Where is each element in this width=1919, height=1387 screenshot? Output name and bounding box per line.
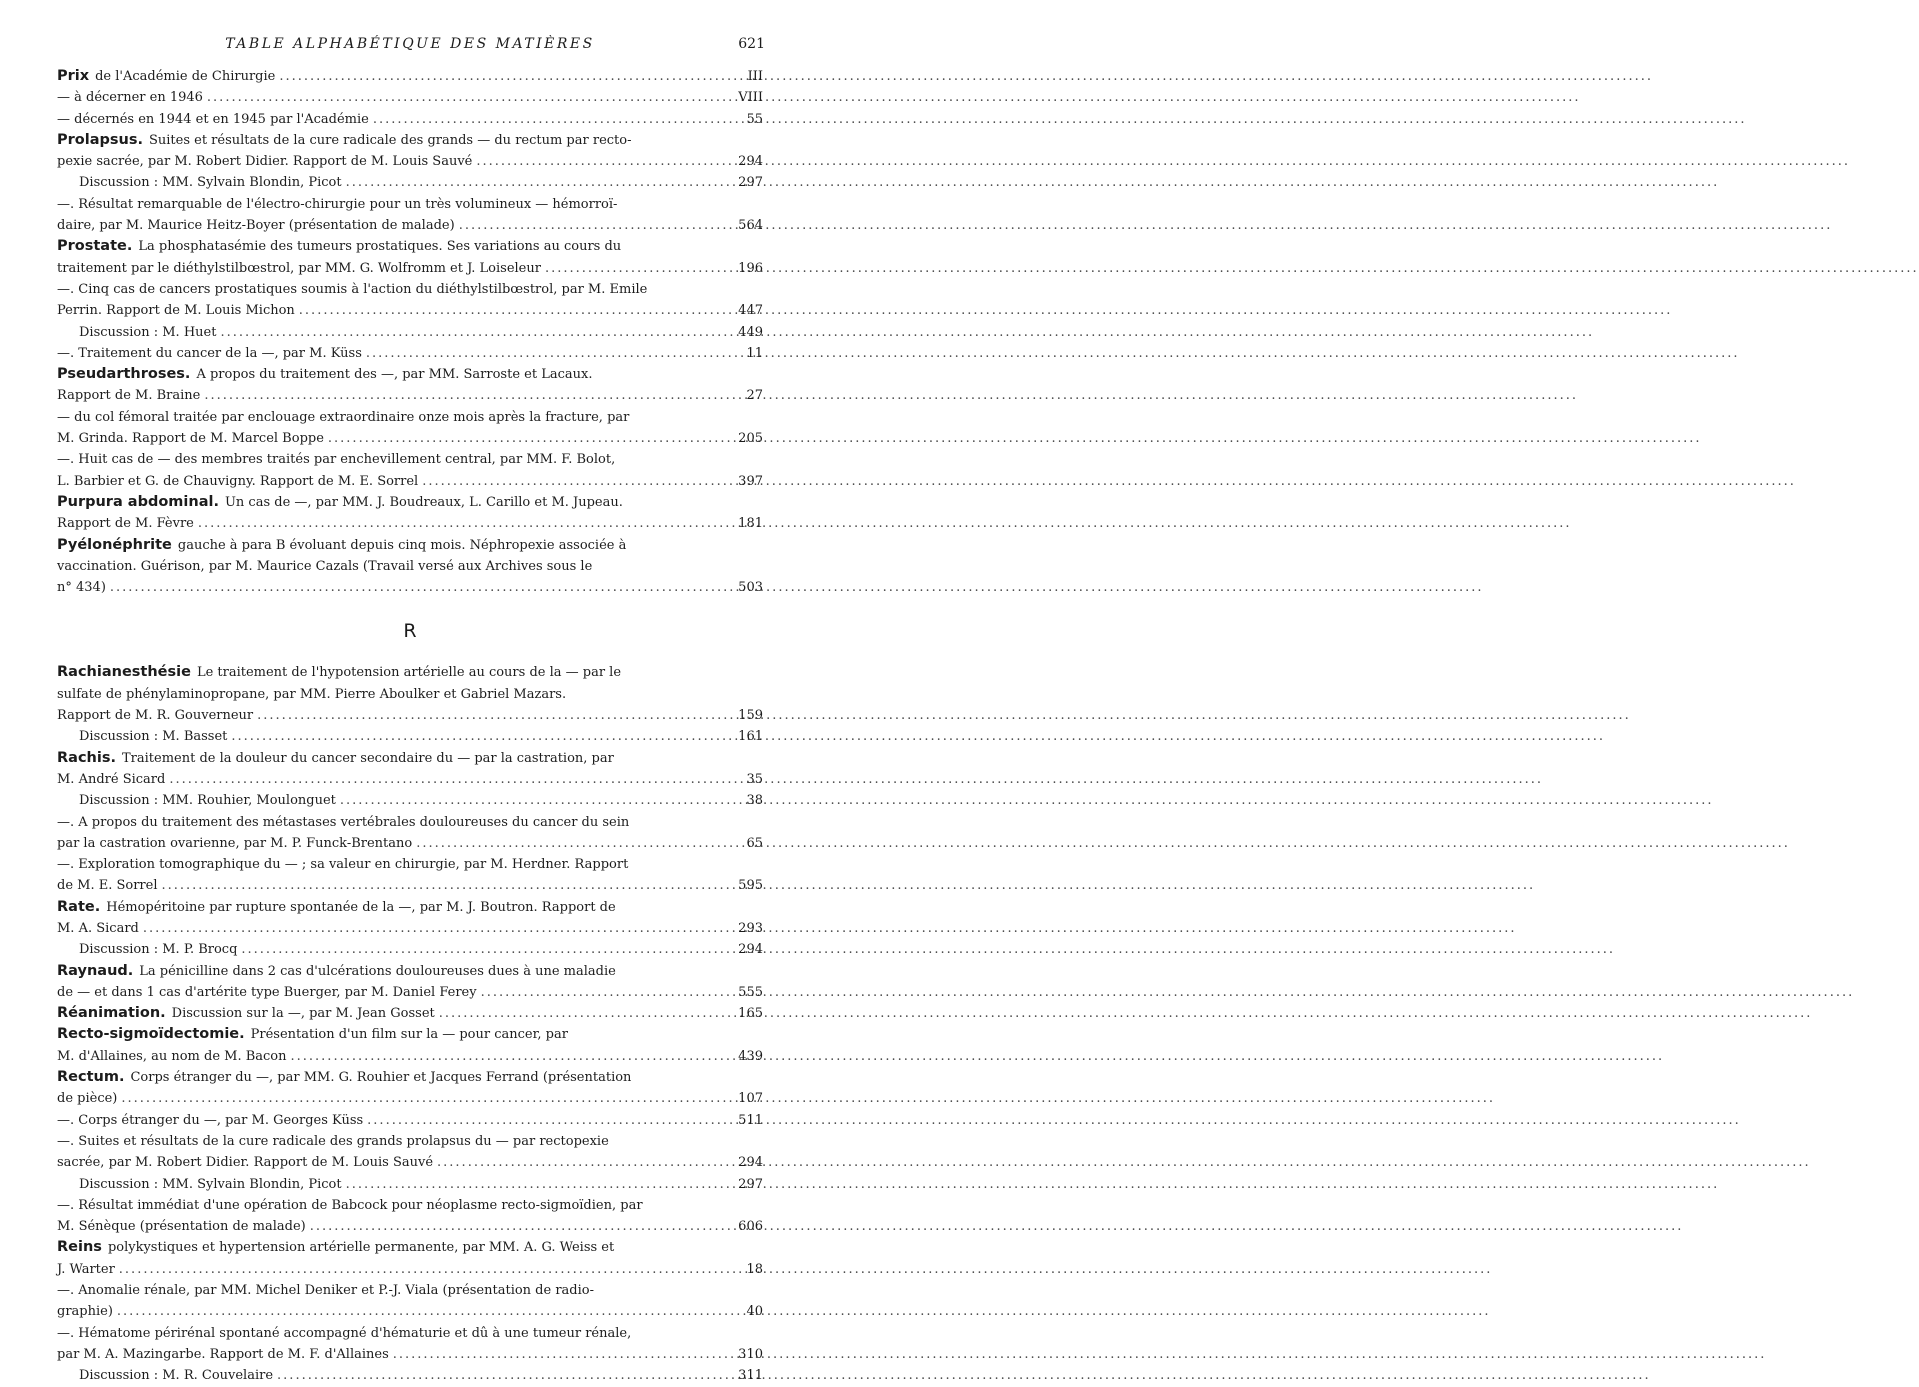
entry-text-wrap [57, 109, 369, 130]
page-reference: 35 [746, 771, 763, 787]
dot-leader [198, 513, 734, 534]
entry-text: graphie) [57, 1304, 113, 1320]
entry-text: Perrin. Rapport de M. Louis Michon [57, 303, 295, 319]
entry-text: Discussion : MM. Rouhier, Moulonguet [79, 793, 336, 809]
page-number: 621 [738, 36, 765, 52]
entry-text: Discussion : M. Basset [79, 729, 228, 745]
dot-leader [119, 1259, 739, 1280]
entry-text: Corps étranger du —, par MM. G. Rouhier et Jacques Ferrand (présentation [130, 1070, 632, 1086]
entry-text: traitement par le diéthylstilbœstrol, par MM. G. Wolfromm et J. Loiseleur [57, 260, 541, 276]
entry-text: M. d'Allaines, au nom de M. Bacon [57, 1048, 287, 1064]
entry-text-wrap [57, 258, 541, 279]
entry-text: M. Grinda. Rapport de M. Marcel Boppe [57, 431, 324, 447]
index-entry [57, 1024, 763, 1067]
dot-leader [257, 705, 734, 726]
entry-heading: Raynaud. [57, 962, 134, 979]
entry-heading: Prolapsus. [57, 131, 143, 148]
entry-text: L. Barbier et G. de Chauvigny. Rapport de M. E. Sorrel [57, 473, 419, 489]
entry-text-wrap [57, 1088, 117, 1109]
entry-text-wrap [57, 556, 592, 577]
entry-text-wrap [79, 939, 237, 960]
index-line-with-page [57, 258, 763, 279]
page-reference: 293 [738, 920, 763, 936]
entry-text-wrap [79, 172, 342, 193]
dot-leader [439, 1003, 734, 1024]
entry-heading: Rectum. [57, 1069, 125, 1086]
entry-heading: Prostate. [57, 238, 133, 255]
entry-text-wrap [57, 918, 139, 939]
entry-text: —. A propos du traitement des métastases vertébrales douloureuses du cancer du sein [57, 814, 630, 830]
page-reference: 606 [738, 1219, 763, 1235]
index-line [57, 279, 763, 300]
entry-text: vaccination. Guérison, par M. Maurice Cazals (Travail versé aux Archives sous le [57, 558, 593, 574]
page-reference: 165 [738, 1006, 763, 1022]
index-line [57, 961, 763, 982]
index-line-with-page [57, 66, 763, 87]
page-reference: 11 [746, 345, 763, 361]
entry-text: Discussion sur la —, par M. Jean Gosset [171, 1006, 435, 1022]
page-reference: 439 [738, 1048, 763, 1064]
entry-text-wrap [57, 364, 592, 385]
running-header [57, 36, 763, 60]
entry-text: —. Résultat remarquable de l'électro-chirurgie pour un très volumineux — hémorroï- [57, 196, 618, 212]
index-line [57, 535, 763, 556]
entry-text: Discussion : MM. Sylvain Blondin, Picot [79, 1176, 342, 1192]
dot-leader [310, 1216, 734, 1237]
page-reference: 294 [738, 154, 763, 170]
entry-text-wrap [57, 1024, 568, 1045]
index-line-with-page [57, 1152, 763, 1173]
entry-text-wrap [57, 449, 615, 470]
index-line-with-page [57, 790, 763, 811]
dot-leader [110, 577, 734, 598]
entry-text: Rapport de M. R. Gouverneur [57, 708, 254, 724]
page-reference: 564 [738, 218, 763, 234]
entry-text-wrap [57, 492, 623, 513]
dot-leader [346, 172, 735, 193]
dot-leader [207, 87, 734, 108]
entry-text-wrap [79, 1365, 273, 1386]
index-line-with-page [57, 726, 763, 747]
index-line-with-page [57, 1259, 763, 1280]
index-section-p [57, 66, 763, 598]
entry-text: de pièce) [57, 1091, 118, 1107]
page-reference: 181 [738, 516, 763, 532]
page-reference: VIII [738, 90, 763, 106]
index-entry [57, 130, 763, 236]
entry-text-wrap [57, 875, 158, 896]
entry-text-wrap [57, 279, 647, 300]
entry-text: M. Sénèque (présentation de malade) [57, 1219, 306, 1235]
entry-text-wrap [57, 300, 295, 321]
entry-text-wrap [57, 215, 455, 236]
entry-text: —. Cinq cas de cancers prostatiques soumis à l'action du diéthylstilbœstrol, par M. Emile [57, 281, 648, 297]
dot-leader [299, 300, 734, 321]
index-line-with-page [57, 109, 763, 130]
entry-text: — du col fémoral traitée par enclouage extraordinaire onze mois après la fracture, par [57, 409, 630, 425]
entry-text-wrap [79, 1174, 342, 1195]
entry-text: de l'Académie de Chirurgie [95, 69, 276, 84]
index-entry [57, 961, 763, 1004]
entry-text: sulfate de phénylaminopropane, par MM. Pierre Aboulker et Gabriel Mazars. [57, 686, 567, 702]
page-reference: 18 [746, 1261, 763, 1277]
entry-text: —. Hématome périrénal spontané accompagné d'hématurie et dû à une tumeur rénale, [57, 1325, 632, 1341]
dot-leader [476, 151, 734, 172]
entry-heading: Purpura abdominal. [57, 493, 219, 510]
page-reference: 40 [746, 1304, 763, 1320]
dot-leader [121, 1088, 734, 1109]
entry-text: —. Corps étranger du —, par M. Georges Küss [57, 1112, 364, 1128]
entry-text-wrap [57, 662, 621, 683]
entry-text-wrap [79, 322, 216, 343]
entry-text-wrap [57, 343, 362, 364]
dot-leader [328, 428, 734, 449]
entry-text-wrap [57, 1344, 389, 1365]
page-reference: 297 [738, 1176, 763, 1192]
index-line [57, 449, 763, 470]
entry-text: gauche à para B évoluant depuis cinq mois. Néphropexie associée à [177, 537, 627, 553]
dot-leader [373, 109, 739, 130]
entry-text: n° 434) [57, 580, 106, 596]
page-reference: 310 [738, 1346, 763, 1362]
dot-leader [437, 1152, 734, 1173]
index-entry [57, 492, 763, 535]
page-reference: 159 [738, 708, 763, 724]
entry-heading: Réanimation. [57, 1005, 166, 1022]
dot-leader [416, 833, 739, 854]
entry-text-wrap [57, 87, 203, 108]
index-line-with-page [57, 513, 763, 534]
entry-text-wrap [57, 705, 253, 726]
entry-text-wrap [57, 1152, 433, 1173]
index-line-with-page [57, 1003, 763, 1024]
index-line [57, 556, 763, 577]
entry-text: —. Anomalie rénale, par MM. Michel Deniker et P.-J. Viala (présentation de radio- [57, 1283, 594, 1299]
entry-text: —. Suites et résultats de la cure radicale des grands prolapsus du — par rectopexie [57, 1133, 609, 1149]
dot-leader [366, 343, 739, 364]
page-reference: 449 [738, 324, 763, 340]
entry-text: —. Huit cas de — des membres traités par enchevillement central, par MM. F. Bolot, [57, 452, 616, 468]
index-entry [57, 236, 763, 364]
index-line [57, 1237, 763, 1258]
entry-text: de M. E. Sorrel [57, 878, 158, 894]
entry-text-wrap [79, 790, 336, 811]
entry-text-wrap [57, 428, 324, 449]
entry-text: Le traitement de l'hypotension artérielle au cours de la — par le [196, 665, 622, 681]
index-line-with-page [57, 1088, 763, 1109]
dot-leader [291, 1046, 735, 1067]
entry-text-wrap [57, 407, 629, 428]
entry-text: pexie sacrée, par M. Robert Didier. Rapport de M. Louis Sauvé [57, 154, 473, 170]
entry-text-wrap [57, 1046, 287, 1067]
entry-text: J. Warter [57, 1261, 115, 1277]
page-reference: III [747, 69, 763, 84]
index-line-with-page [57, 705, 763, 726]
page-reference: 297 [738, 175, 763, 191]
page-reference: 555 [738, 984, 763, 1000]
index-line [57, 130, 763, 151]
page-reference: 65 [746, 835, 763, 851]
index-line-with-page [57, 1110, 763, 1131]
index-entry [57, 66, 763, 130]
dot-leader [162, 875, 735, 896]
entry-text-wrap [57, 769, 165, 790]
index-line-with-page [57, 577, 763, 598]
entry-text-wrap [57, 471, 418, 492]
entry-text-wrap [57, 577, 106, 598]
entry-text: daire, par M. Maurice Heitz-Boyer (présentation de malade) [57, 218, 455, 234]
entry-text: M. A. Sicard [57, 920, 139, 936]
running-title: TABLE ALPHABÉTIQUE DES MATIÈRES [225, 36, 595, 52]
entry-text: Traitement de la douleur du cancer secondaire du — par la castration, par [121, 750, 614, 766]
index-line-with-page [57, 172, 763, 193]
index-line [57, 194, 763, 215]
index-line [57, 684, 763, 705]
dot-leader [143, 918, 734, 939]
dot-leader [117, 1301, 739, 1322]
dot-leader [367, 1110, 734, 1131]
index-entry [57, 1067, 763, 1237]
page-reference: 55 [746, 111, 763, 127]
entry-text-wrap [79, 726, 227, 747]
entry-text: —. Résultat immédiat d'une opération de Babcock pour néoplasme recto-sigmoïdien, par [57, 1197, 643, 1213]
entry-text: Rapport de M. Braine [57, 388, 201, 404]
entry-text-wrap [57, 684, 566, 705]
entry-text: Suites et résultats de la cure radicale des grands — du rectum par recto- [148, 132, 632, 148]
page-reference: 397 [738, 473, 763, 489]
index-line [57, 1131, 763, 1152]
entry-text-wrap [57, 66, 275, 87]
entry-text-wrap [57, 1195, 643, 1216]
index-line-with-page [57, 939, 763, 960]
entry-text-wrap [57, 236, 621, 257]
index-line [57, 364, 763, 385]
entry-heading: Rachis. [57, 749, 116, 766]
entry-text-wrap [57, 854, 628, 875]
page-reference: 447 [738, 303, 763, 319]
dot-leader [220, 322, 734, 343]
index-line-with-page [57, 1344, 763, 1365]
entry-text: polykystiques et hypertension artérielle permanente, par MM. A. G. Weiss et [107, 1240, 615, 1256]
dot-leader [340, 790, 739, 811]
entry-text-wrap [57, 982, 477, 1003]
entry-text-wrap [57, 897, 616, 918]
index-line [57, 1280, 763, 1301]
index-line-with-page [57, 471, 763, 492]
index-line-with-page [57, 1301, 763, 1322]
page-reference: 205 [738, 431, 763, 447]
dot-leader [346, 1174, 735, 1195]
page-reference: 511 [738, 1112, 763, 1128]
entry-text: — à décerner en 1946 [57, 90, 203, 106]
entry-text: de — et dans 1 cas d'artérite type Buerger, par M. Daniel Ferey [57, 984, 477, 1000]
entry-text: M. André Sicard [57, 771, 166, 787]
entry-text-wrap [57, 748, 614, 769]
index-entry [57, 364, 763, 492]
index-entry [57, 1003, 763, 1024]
entry-text-wrap [57, 1067, 631, 1088]
entry-text: — décernés en 1944 et en 1945 par l'Académie [57, 111, 369, 127]
entry-text-wrap [57, 833, 412, 854]
page-reference: 503 [738, 580, 763, 596]
entry-heading: Rachianesthésie [57, 664, 191, 681]
page-reference: 27 [746, 388, 763, 404]
page-reference: 595 [738, 878, 763, 894]
index-line-with-page [57, 322, 763, 343]
dot-leader [231, 726, 734, 747]
entry-text-wrap [57, 1259, 115, 1280]
entry-text: Un cas de —, par MM. J. Boudreaux, L. Carillo et M. Jupeau. [224, 494, 623, 510]
page-reference: 107 [738, 1091, 763, 1107]
entry-text: La pénicilline dans 2 cas d'ulcérations douloureuses dues à une maladie [139, 963, 616, 979]
entry-text: Présentation d'un film sur la — pour cancer, par [250, 1027, 568, 1043]
entry-text: sacrée, par M. Robert Didier. Rapport de M. Louis Sauvé [57, 1155, 434, 1171]
index-line [57, 492, 763, 513]
entry-text-wrap [57, 1280, 594, 1301]
dot-leader [241, 939, 734, 960]
page-reference: 196 [738, 260, 763, 276]
dot-leader [459, 215, 734, 236]
entry-text-wrap [57, 961, 616, 982]
entry-text-wrap [57, 130, 632, 151]
index-page [57, 36, 763, 1387]
index-entry [57, 662, 763, 747]
entry-text: Discussion : M. Huet [79, 324, 217, 340]
entry-text-wrap [57, 1301, 113, 1322]
index-section-r [57, 662, 763, 1386]
index-line-with-page [57, 1365, 763, 1386]
entry-heading: Reins [57, 1239, 102, 1256]
entry-text: Discussion : M. R. Couvelaire [79, 1368, 274, 1384]
entry-text-wrap [57, 1216, 306, 1237]
dot-leader [545, 258, 734, 279]
entry-heading: Recto-sigmoïdectomie. [57, 1026, 245, 1043]
dot-leader [481, 982, 735, 1003]
index-line [57, 1323, 763, 1344]
index-line-with-page [57, 215, 763, 236]
dot-leader [169, 769, 739, 790]
index-line-with-page [57, 769, 763, 790]
index-line-with-page [57, 918, 763, 939]
entry-text-wrap [57, 1323, 631, 1344]
entry-heading: Pyélonéphrite [57, 536, 172, 553]
page-reference: 161 [738, 729, 763, 745]
entry-text: —. Exploration tomographique du — ; sa valeur en chirurgie, par M. Herdner. Rapport [57, 857, 629, 873]
index-line [57, 1024, 763, 1045]
index-line [57, 407, 763, 428]
index-entry [57, 535, 763, 599]
index-line [57, 748, 763, 769]
index-line-with-page [57, 875, 763, 896]
entry-heading: Pseudarthroses. [57, 366, 191, 383]
dot-leader [279, 66, 739, 87]
dot-leader [204, 385, 739, 406]
entry-text-wrap [57, 1003, 435, 1024]
entry-text-wrap [57, 1131, 609, 1152]
entry-text: —. Traitement du cancer de la —, par M. Küss [57, 345, 362, 361]
index-line [57, 854, 763, 875]
index-entry [57, 897, 763, 961]
entry-heading: Prix [57, 68, 90, 84]
index-line [57, 1067, 763, 1088]
entry-text: Rapport de M. Fèvre [57, 516, 194, 532]
index-line-with-page [57, 385, 763, 406]
entry-text: par la castration ovarienne, par M. P. Funck-Brentano [57, 835, 413, 851]
entry-text-wrap [57, 151, 472, 172]
entry-text: par M. A. Mazingarbe. Rapport de M. F. d'Allaines [57, 1346, 389, 1362]
index-line-with-page [57, 982, 763, 1003]
entry-heading: Rate. [57, 898, 101, 915]
dot-leader [422, 471, 734, 492]
index-line [57, 662, 763, 683]
index-line-with-page [57, 343, 763, 364]
index-line-with-page [57, 300, 763, 321]
section-letter: R [403, 620, 417, 643]
dot-leader [277, 1365, 734, 1386]
index-line-with-page [57, 151, 763, 172]
entry-text-wrap [57, 194, 617, 215]
page-reference: 311 [738, 1368, 763, 1384]
entry-text-wrap [57, 1237, 614, 1258]
index-line-with-page [57, 87, 763, 108]
entry-text-wrap [57, 812, 629, 833]
index-entry [57, 1237, 763, 1386]
dot-leader [393, 1344, 734, 1365]
index-entry [57, 748, 763, 897]
page-reference: 38 [746, 793, 763, 809]
entry-text-wrap [57, 513, 194, 534]
index-line [57, 1195, 763, 1216]
entry-text: La phosphatasémie des tumeurs prostatiques. Ses variations au cours du [138, 239, 622, 255]
index-line-with-page [57, 1216, 763, 1237]
entry-text: Discussion : MM. Sylvain Blondin, Picot [79, 175, 342, 191]
entry-text-wrap [57, 1110, 363, 1131]
index-line-with-page [57, 1174, 763, 1195]
index-line-with-page [57, 428, 763, 449]
page-reference: 294 [738, 1155, 763, 1171]
page-reference: 294 [738, 942, 763, 958]
index-line [57, 812, 763, 833]
entry-text: A propos du traitement des —, par MM. Sarroste et Lacaux. [196, 367, 593, 383]
entry-text: Discussion : M. P. Brocq [79, 942, 238, 958]
index-line [57, 897, 763, 918]
index-line-with-page [57, 833, 763, 854]
entry-text-wrap [57, 535, 626, 556]
entry-text-wrap [57, 385, 200, 406]
index-line-with-page [57, 1046, 763, 1067]
entry-text: Hémopéritoine par rupture spontanée de la —, par M. J. Boutron. Rapport de [106, 899, 616, 915]
index-line [57, 236, 763, 257]
